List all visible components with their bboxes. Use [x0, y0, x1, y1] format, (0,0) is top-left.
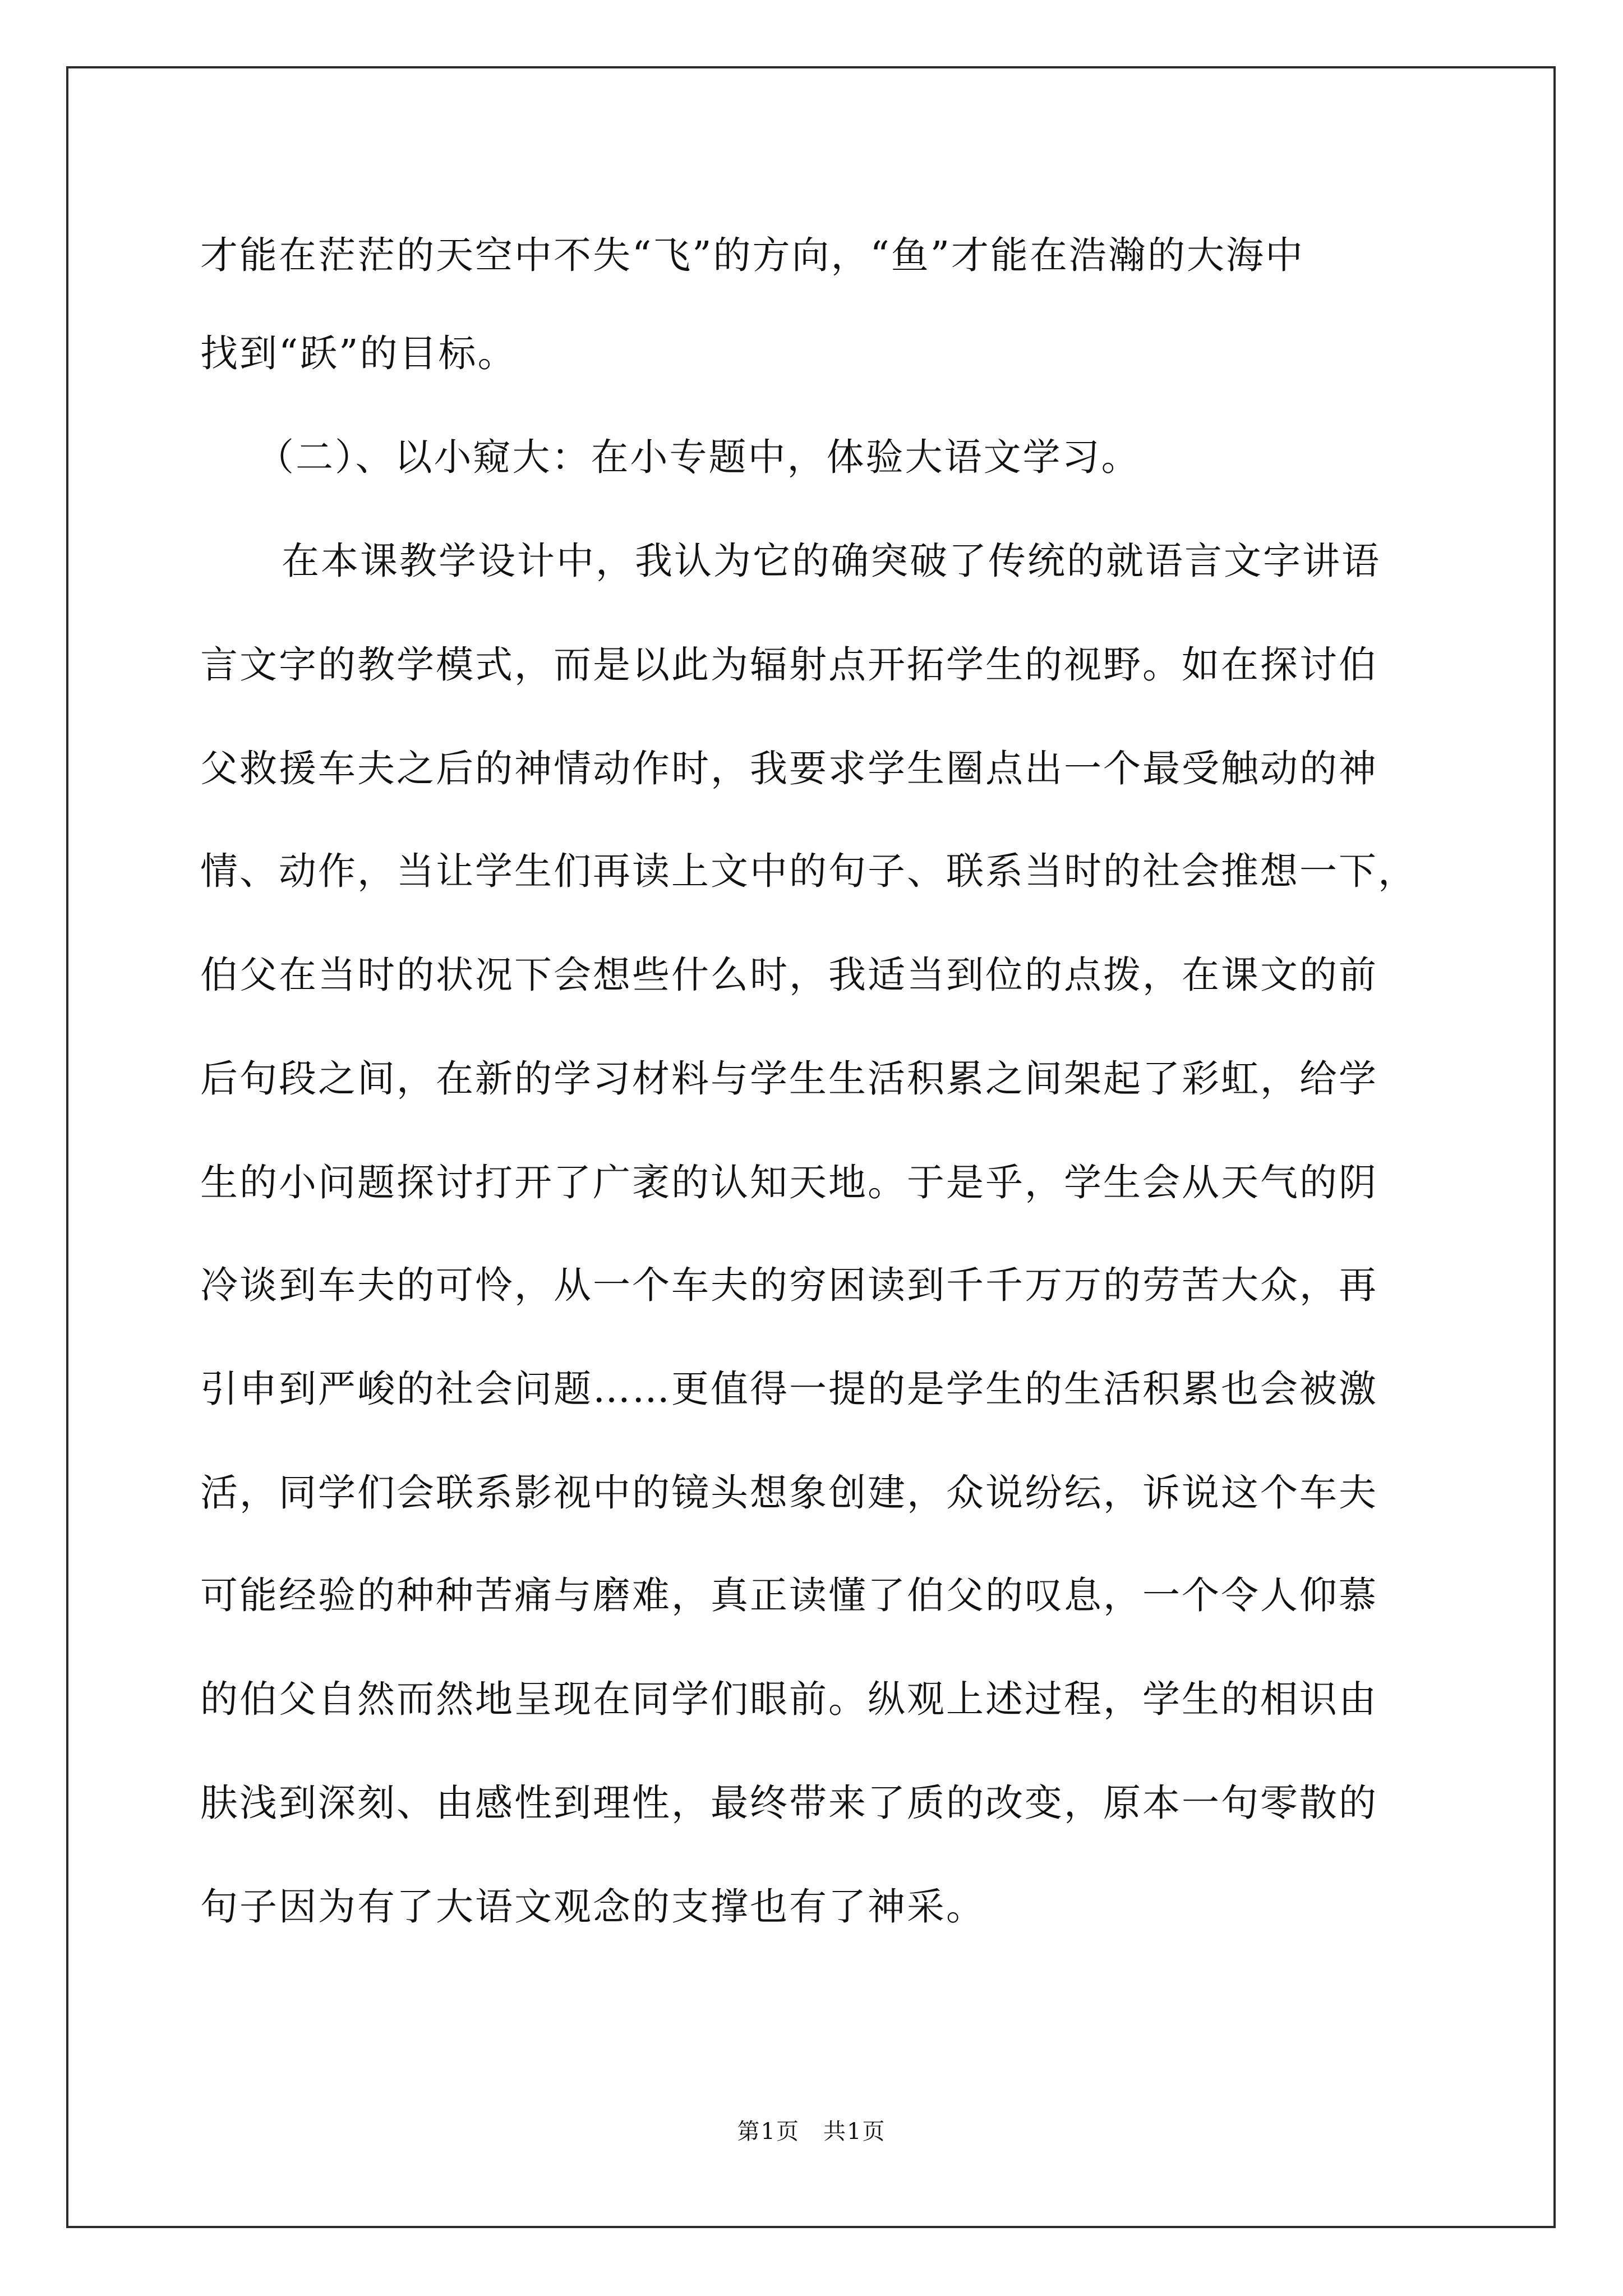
- paragraph-first-line: 在本课教学设计中，我认为它的确突破了传统的就语言文字讲语: [282, 539, 1381, 583]
- text-line: 父救援车夫之后的神情动作时，我要求学生圈点出一个最受触动的神: [200, 747, 1378, 790]
- text-line: 冷谈到车夫的可怜，从一个车夫的穷困读到千千万万的劳苦大众，再: [200, 1263, 1378, 1307]
- text-line: 后句段之间，在新的学习材料与学生生活积累之间架起了彩虹，给学: [200, 1057, 1378, 1101]
- text-line: 可能经验的种种苦痛与磨难，真正读懂了伯父的叹息，一个令人仰慕: [200, 1573, 1378, 1617]
- page-number-footer: 第1页 共1页: [737, 2119, 886, 2145]
- text-line: 句子因为有了大语文观念的支撑也有了神采。: [200, 1885, 985, 1929]
- text-line: 言文字的教学模式，而是以此为辐射点开拓学生的视野。如在探讨伯: [200, 643, 1378, 687]
- text-line: 伯父在当时的状况下会想些什么时，我适当到位的点拨，在课文的前: [200, 953, 1378, 997]
- text-line: 找到“跃”的目标。: [200, 332, 517, 375]
- text-line: 的伯父自然而然地呈现在同学们眼前。纵观上述过程，学生的相识由: [200, 1677, 1378, 1721]
- text-line: 活，同学们会联系影视中的镜头想象创建，众说纷纭，诉说这个车夫: [200, 1471, 1378, 1515]
- text-line: 才能在茫茫的天空中不失“飞”的方向，“鱼”才能在浩瀚的大海中: [200, 233, 1305, 277]
- section-heading: （二）、以小窥大：在小专题中，体验大语文学习。: [256, 435, 1141, 479]
- text-line: 肤浅到深刻、由感性到理性，最终带来了质的改变，原本一句零散的: [200, 1781, 1378, 1825]
- text-line: 引申到严峻的社会问题……更值得一提的是学生的生活积累也会被激: [200, 1367, 1378, 1411]
- text-line: 情、动作，当让学生们再读上文中的句子、联系当时的社会推想一下，: [200, 849, 1417, 893]
- text-line: 生的小问题探讨打开了广袤的认知天地。于是乎，学生会从天气的阴: [200, 1161, 1378, 1204]
